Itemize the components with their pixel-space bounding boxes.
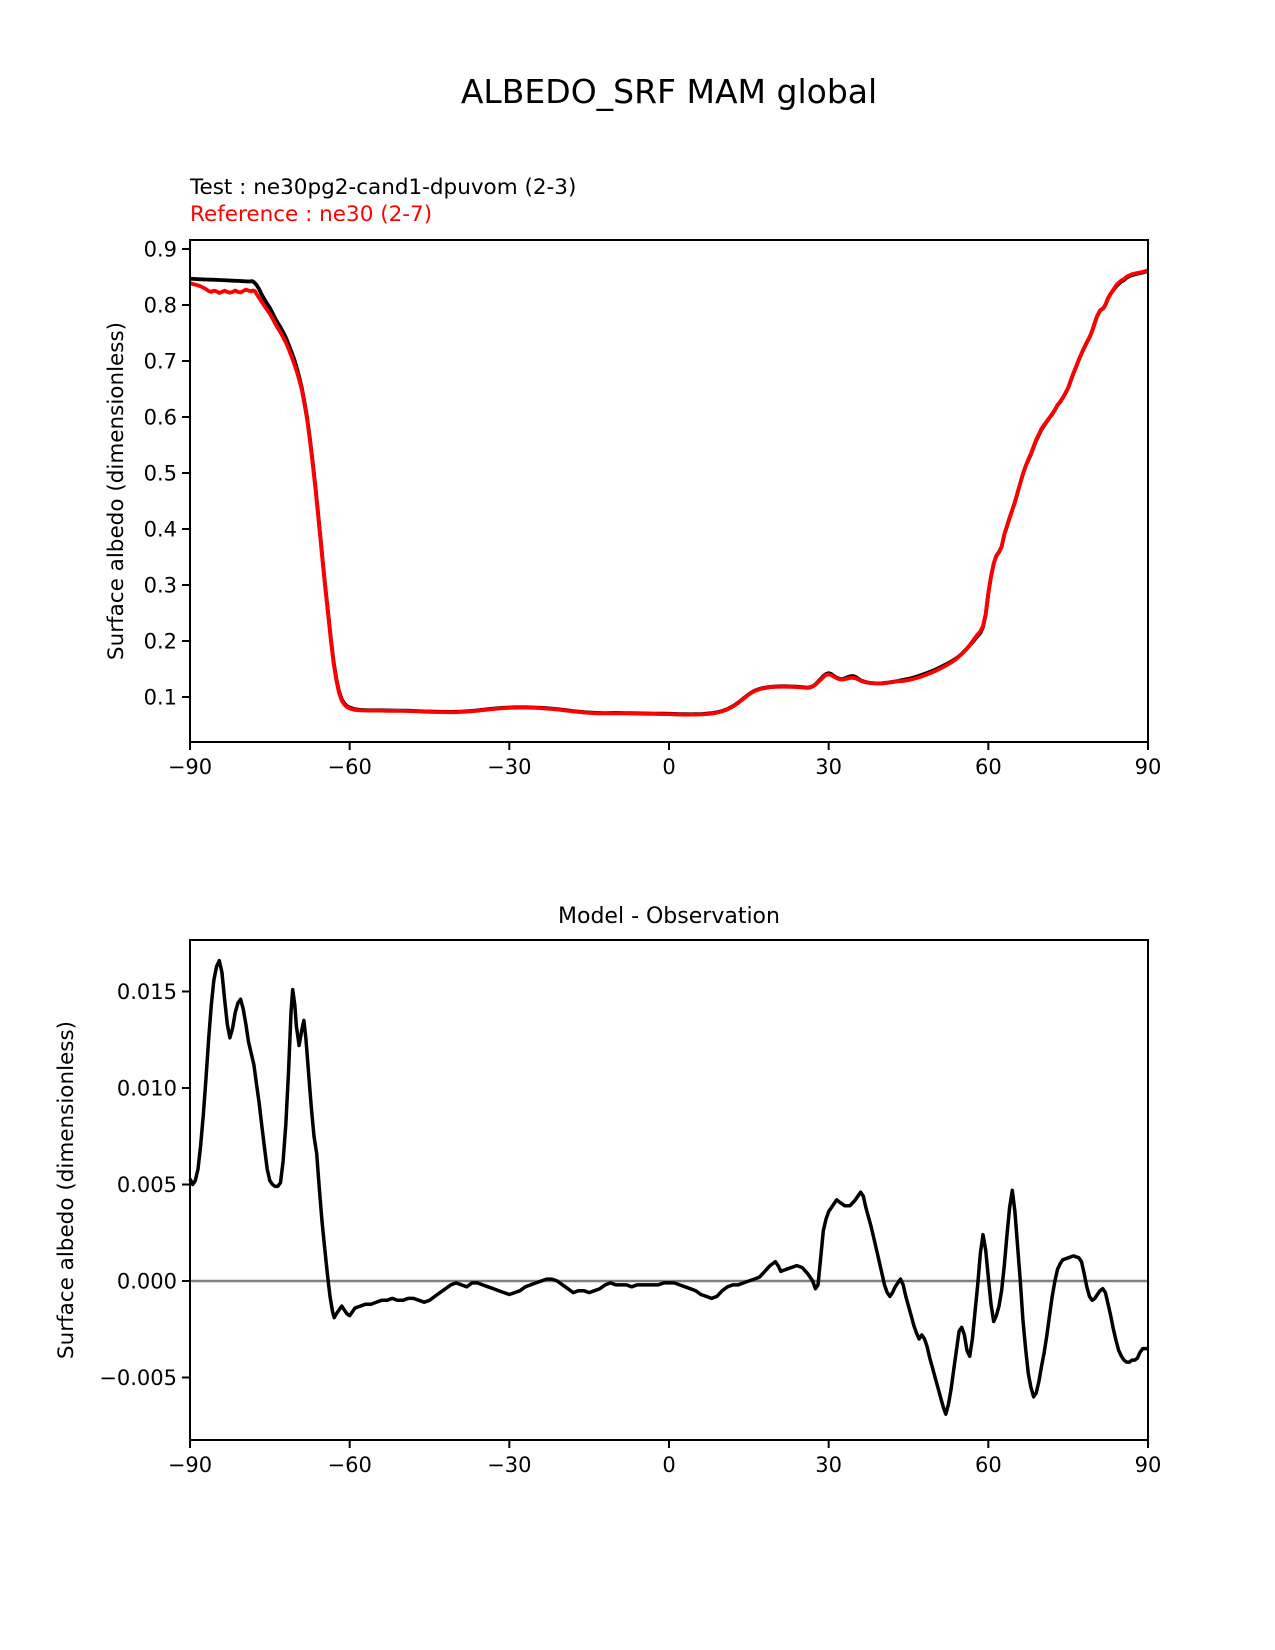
series-line-1-0	[190, 961, 1148, 1415]
chart-title: ALBEDO_SRF MAM global	[460, 72, 878, 111]
x-tick-label: 0	[662, 1453, 676, 1477]
y-tick-label: 0.1	[143, 685, 177, 710]
x-tick-label: −60	[327, 755, 372, 779]
y-tick-label: 0.005	[116, 1172, 177, 1197]
x-tick-label: −30	[487, 1453, 532, 1477]
x-tick-label: −90	[167, 1453, 213, 1477]
bottom-chart-title: Model - Observation	[558, 904, 780, 929]
y-tick-label: 0.9	[143, 237, 177, 262]
y-tick-label: 0.8	[143, 293, 177, 318]
y-tick-label: 0.000	[116, 1269, 177, 1294]
x-tick-label: −30	[487, 755, 532, 779]
x-tick-label: 60	[974, 755, 1002, 779]
x-tick-label: 90	[1134, 755, 1162, 779]
x-tick-label: 30	[815, 755, 843, 779]
x-tick-label: 90	[1134, 1453, 1162, 1477]
y-tick-label: 0.4	[143, 517, 177, 542]
y-tick-label: 0.7	[143, 349, 177, 374]
bottom-y-axis-label: Surface albedo (dimensionless)	[54, 1020, 79, 1360]
legend	[190, 174, 576, 228]
y-tick-label: 0.2	[143, 629, 177, 654]
x-tick-label: 30	[815, 1453, 843, 1477]
y-tick-label: 0.6	[143, 405, 177, 430]
x-tick-label: −90	[167, 755, 213, 779]
series-line-0-0	[190, 271, 1148, 714]
x-tick-label: 0	[662, 755, 676, 779]
legend-test-label: Test : ne30pg2-cand1-dpuvom (2-3)	[190, 175, 577, 200]
legend-reference-label: Reference : ne30 (2-7)	[190, 202, 433, 227]
x-tick-label: 60	[974, 1453, 1002, 1477]
axes-frame	[190, 940, 1148, 1440]
y-tick-label: −0.005	[99, 1366, 177, 1391]
x-tick-label: −60	[327, 1453, 372, 1477]
y-tick-label: 0.5	[143, 461, 177, 486]
y-tick-label: 0.015	[116, 979, 177, 1004]
y-tick-label: 0.010	[116, 1076, 177, 1101]
y-tick-label: 0.3	[143, 573, 177, 598]
top-y-axis-label: Surface albedo (dimensionless)	[104, 321, 129, 661]
